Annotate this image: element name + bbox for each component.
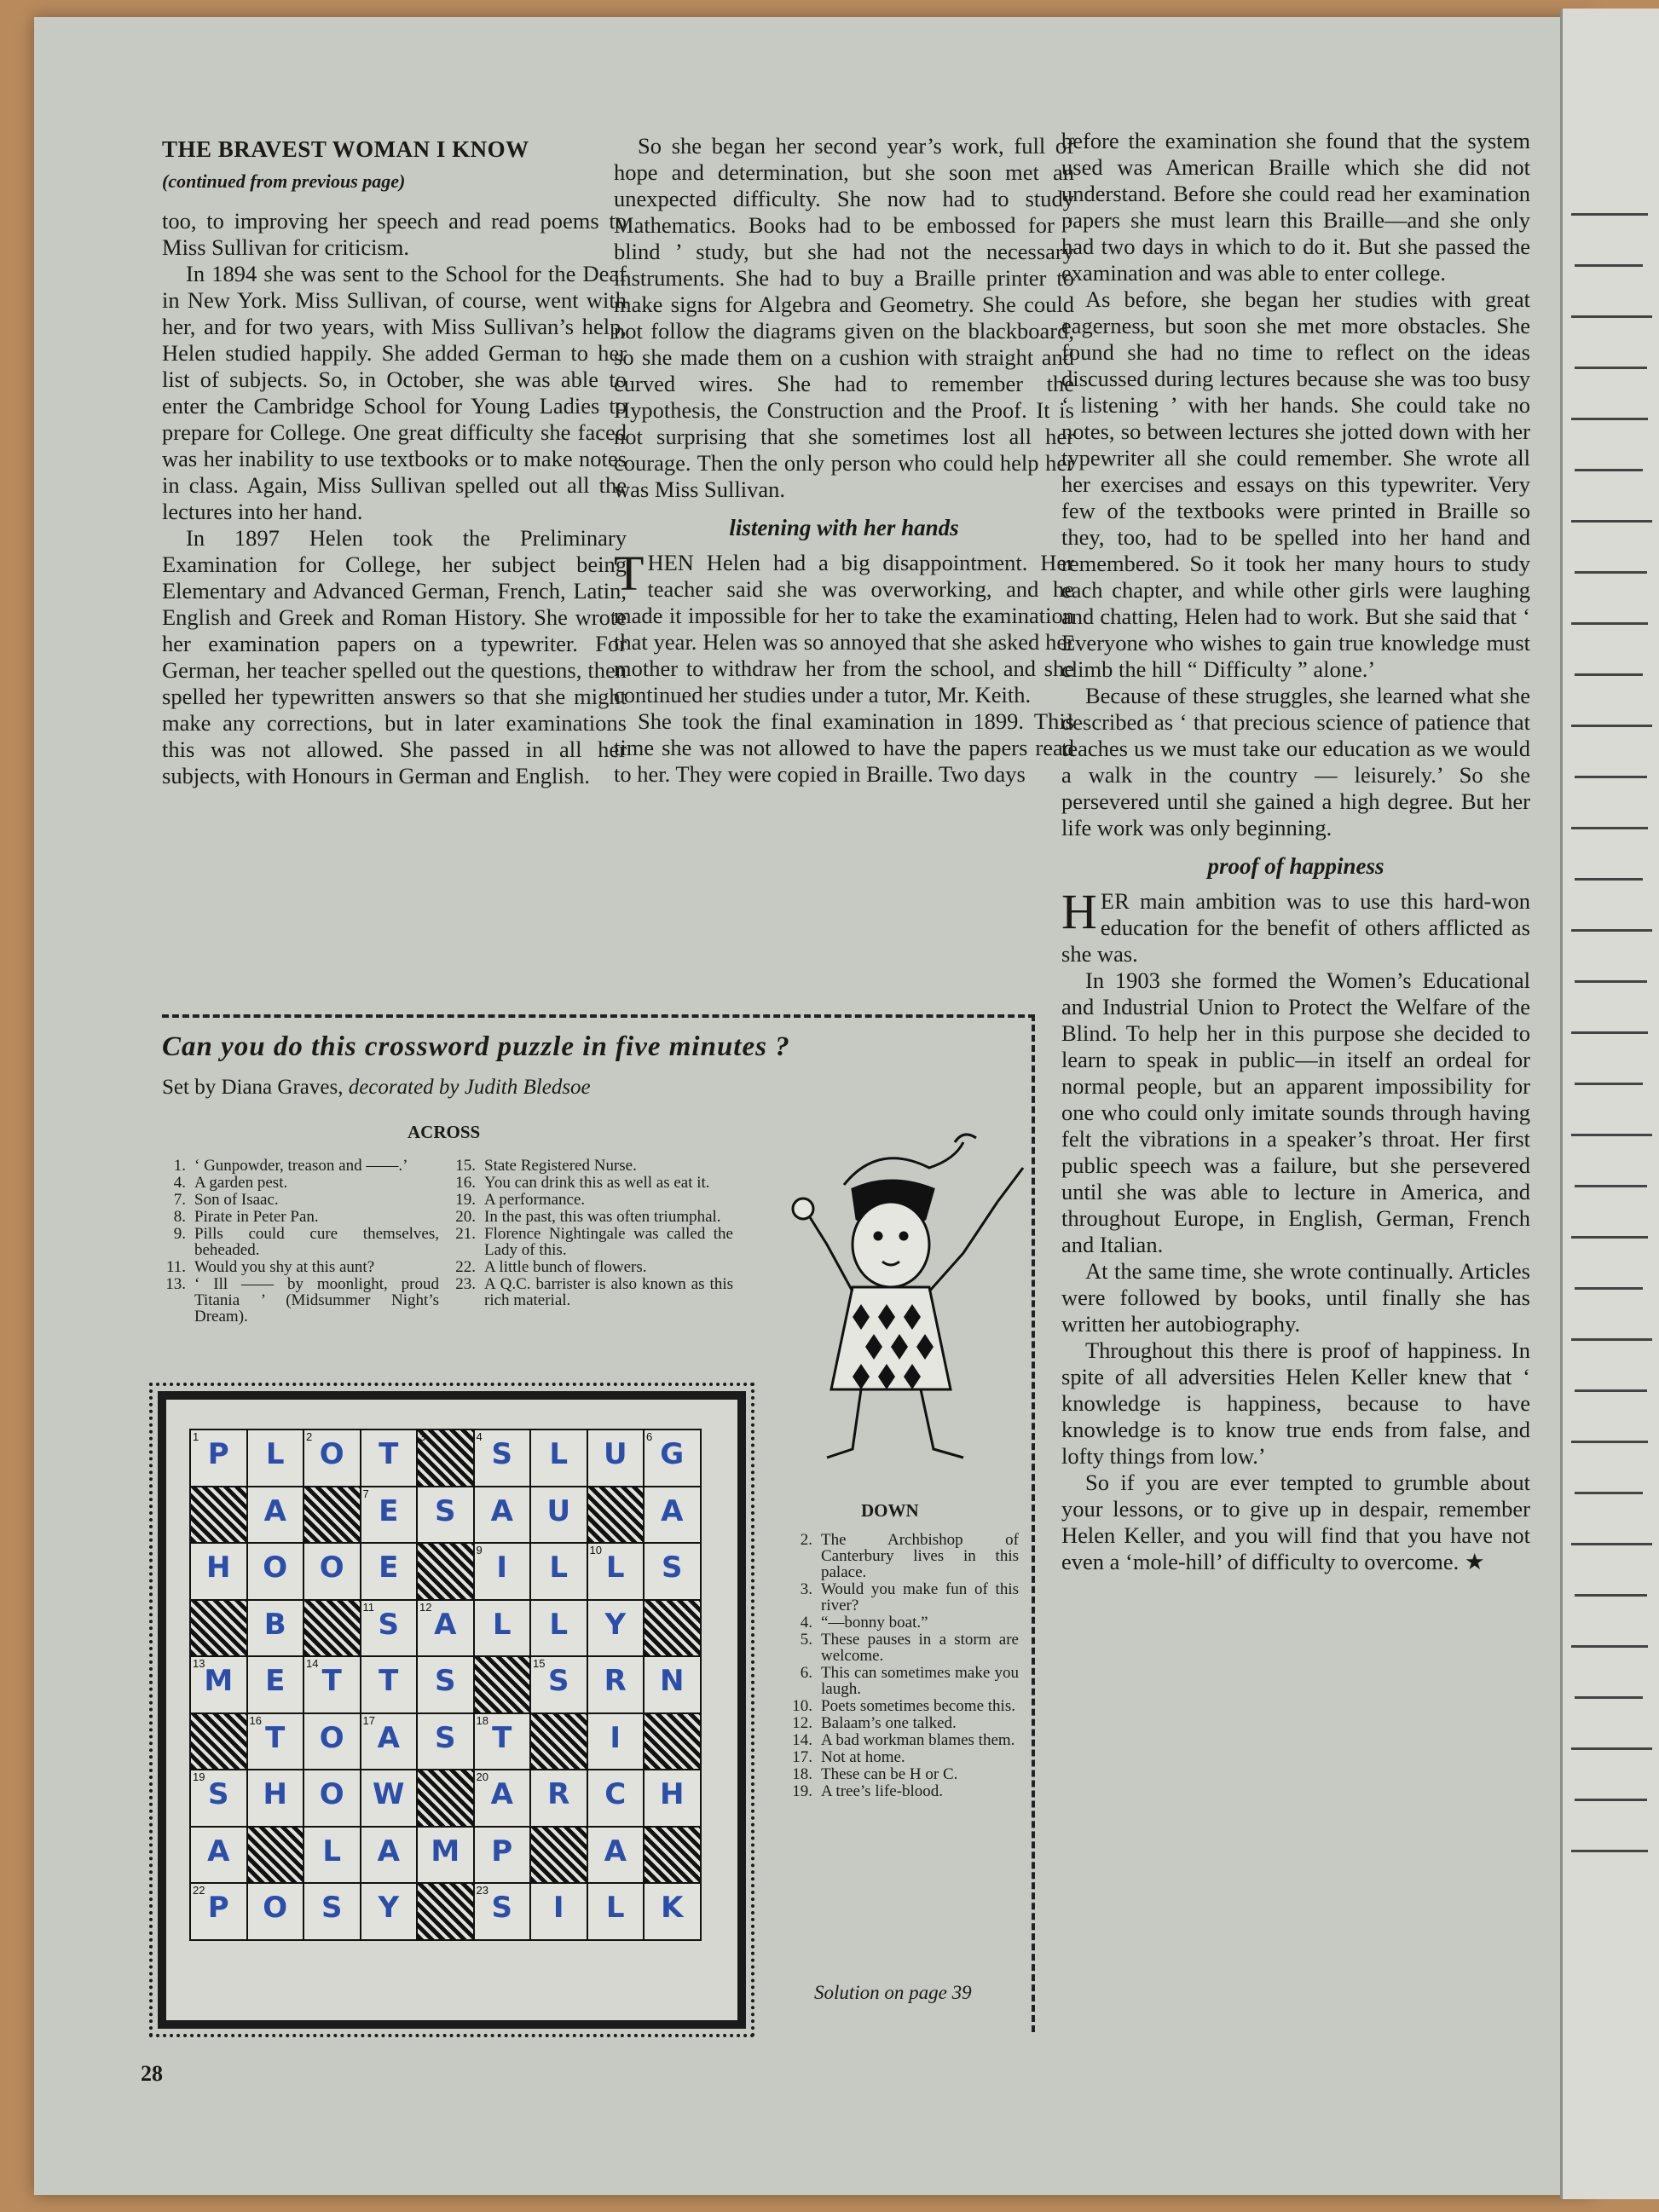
paragraph: In 1897 Helen took the Preliminary Examination for College, her subject being Elementary and Advanced German, French, Latin, English and Greek and Roman History. She wrote her examination papers on a typewriter. For German, her teacher spelled out the questions, then spelled her typewritten answers so that she might make any corrections, but in later examinations this was not allowed. She passed in all her subjects, with Honours in German and English. [162,525,627,788]
handwritten-letter: S [435,1493,456,1528]
handwritten-letter: I [552,1891,564,1925]
grid-block [248,1828,305,1885]
clue-number: 16. [455,1174,476,1192]
grid-cell[interactable] [475,1770,532,1828]
crossword-clue [780,1698,1019,1714]
cell-number: 22 [193,1884,205,1897]
clue-text: A performance. [484,1191,586,1209]
clue-number: 12. [792,1714,812,1732]
handwritten-letter: S [548,1664,569,1698]
clue-number: 13. [165,1275,186,1293]
handwritten-letter: A [207,1834,230,1868]
clue-text: Pills could cure themselves, beheaded. [194,1225,439,1259]
clue-text: Son of Isaac. [194,1191,279,1209]
cell-number: 15 [533,1657,546,1670]
handwritten-letter: S [208,1777,229,1811]
grid-cell[interactable] [588,1544,645,1601]
paragraph-text: main ambition was to use this hard-won education for the benefit of others afflicted as she was. [1061,888,1530,967]
handwritten-letter: S [491,1437,512,1471]
article-column-2 [614,133,1074,788]
grid-cell[interactable] [361,1657,419,1714]
crossword-clue [780,1581,1019,1614]
handwritten-letter: L [605,1891,625,1925]
handwritten-letter: S [435,1720,456,1755]
handwritten-letter: P [207,1891,229,1925]
grid-cell[interactable] [191,1770,248,1828]
crossword-byline [162,1076,591,1100]
clue-text: ‘ Gunpowder, treason and ——.’ [194,1157,408,1175]
grid-block [645,1714,702,1771]
clue-number: 11. [165,1258,186,1276]
grid-cell[interactable] [418,1657,475,1714]
grid-cell[interactable] [645,1544,702,1601]
handwritten-letter: A [263,1493,286,1528]
handwritten-letter: I [610,1720,621,1755]
grid-cell[interactable] [588,1828,645,1885]
solution-note: Solution on page 39 [814,1982,972,2003]
grid-block [418,1770,475,1828]
grid-cell[interactable] [588,1601,645,1658]
crossword-clue [780,1532,1019,1580]
grid-cell[interactable] [248,1430,305,1487]
handwritten-letter: L [492,1607,512,1642]
clue-text: In the past, this was often triumphal. [484,1208,721,1226]
clue-number: 7. [173,1191,186,1209]
grid-cell[interactable] [531,1430,588,1487]
crossword-clue [780,1749,1019,1765]
clue-text: You can drink this as well as eat it. [484,1174,710,1192]
cell-number: 12 [419,1600,432,1614]
grid-cell[interactable] [588,1657,645,1714]
crossword-title: Can you do this crossword puzzle in five minutes ? [162,1031,790,1062]
handwritten-letter: A [490,1493,513,1528]
clue-number: 4. [173,1174,186,1192]
down-heading: DOWN [861,1500,919,1521]
grid-cell[interactable] [304,1714,361,1771]
paragraph-dropcap [614,546,1074,708]
grid-block [191,1714,248,1771]
crossword-clue [153,1175,439,1191]
clue-text: Florence Nightingale was called the Lady of this. [484,1225,733,1259]
grid-cell[interactable] [248,1657,305,1714]
handwritten-letter: N [660,1664,685,1698]
clue-text: A tree’s life-blood. [821,1782,943,1800]
clue-number: 22. [455,1258,476,1276]
grid-block [418,1884,475,1941]
handwritten-letter: E [379,1551,399,1585]
grid-cell[interactable] [248,1601,305,1658]
cell-number: 7 [362,1487,369,1500]
handwritten-letter: R [547,1777,570,1811]
handwritten-letter: R [604,1664,627,1698]
grid-cell[interactable] [531,1770,588,1828]
grid-cell[interactable] [191,1430,248,1487]
grid-cell[interactable] [645,1657,702,1714]
crossword-clue [153,1192,439,1208]
next-page-fragment [1563,9,1659,2199]
handwritten-letter: S [662,1551,683,1585]
crossword-clue [780,1665,1019,1697]
cell-number: 14 [306,1657,319,1670]
grid-cell[interactable] [361,1770,419,1828]
grid-cell[interactable] [588,1714,645,1771]
handwritten-letter: G [660,1437,685,1471]
cell-number: 10 [589,1544,602,1556]
handwritten-letter: I [496,1551,508,1585]
paragraph-dropcap [1061,884,1530,967]
clue-text: State Registered Nurse. [484,1157,637,1175]
grid-cell[interactable] [361,1884,419,1941]
clue-number: 9. [173,1225,186,1243]
jester-illustration [750,1108,1032,1466]
clue-text: A garden pest. [194,1174,288,1192]
grid-cell[interactable] [361,1430,419,1487]
handwritten-letter: A [434,1607,457,1642]
clue-number: 19. [455,1191,476,1209]
grid-block [304,1487,361,1545]
grid-cell[interactable] [588,1770,645,1828]
grid-cell[interactable] [531,1884,588,1941]
handwritten-letter: O [319,1551,344,1585]
grid-cell[interactable] [475,1601,532,1658]
paragraph: In 1903 she formed the Women’s Educational and Industrial Union to Protect the Welfare of the Blind. To help her in this purpose she decided to learn to speak in public—in itself an ordeal for normal people, but an apparent impossibility for one who could only imitate sounds through having felt the vibrations in a speaker’s throat. Her first public speech was a failure, but she persevered until she was able to lecture in America, and throughout Europe, in English, German, French and Italian. [1061,967,1530,1257]
grid-cell[interactable] [304,1430,361,1487]
clue-text: A Q.C. barrister is also known as this rich material. [484,1275,733,1309]
crossword-clue [153,1209,439,1225]
grid-cell[interactable] [191,1544,248,1601]
cell-number: 2 [306,1430,313,1443]
clue-number: 4. [800,1614,812,1632]
grid-cell[interactable] [418,1601,475,1658]
clue-text: Would you shy at this aunt? [194,1258,375,1276]
handwritten-letter: T [379,1664,399,1698]
crossword-clue [153,1158,439,1174]
cell-number: 1 [193,1430,199,1443]
grid-cell[interactable] [645,1487,702,1545]
dropcap-continuation: ER [1100,888,1130,914]
grid-block [588,1487,645,1545]
clue-text: Not at home. [821,1748,905,1766]
grid-block [531,1828,588,1885]
clue-text: These pauses in a storm are welcome. [821,1631,1019,1665]
grid-cell[interactable] [531,1657,588,1714]
grid-cell[interactable] [361,1828,419,1885]
handwritten-letter: A [490,1777,513,1811]
cell-number: 6 [646,1430,653,1443]
handwritten-letter: T [379,1437,399,1471]
crossword-clue [780,1783,1019,1799]
handwritten-letter: O [319,1777,344,1811]
cell-number: 16 [249,1713,262,1727]
paragraph: In 1894 she was sent to the School for the Deaf in New York. Miss Sullivan, of course, went with her, and for two years, with Miss Sullivan’s help, Helen studied happily. She added German to her list of subjects. So, in October, she was able to enter the Cambridge School for Young Ladies to prepare for College. One great difficulty she faced was her inability to use textbooks or to make notes in class. Again, Miss Sullivan spelled out all the lectures into her hand. [162,261,627,524]
clue-text: Poets sometimes become this. [821,1697,1015,1715]
grid-cell[interactable] [531,1544,588,1601]
article-title: THE BRAVEST WOMAN I KNOW [162,136,529,162]
grid-cell[interactable] [418,1487,475,1545]
crossword-clue [443,1259,733,1275]
continued-note: (continued from previous page) [162,170,406,192]
handwritten-letter: Y [378,1891,400,1925]
clue-number: 23. [455,1275,476,1293]
grid-block [645,1601,702,1658]
grid-cell[interactable] [304,1884,361,1941]
grid-cell[interactable] [191,1657,248,1714]
paragraph: Because of these struggles, she learned what she described as ‘ that precious science of patience that teaches us we must take our education as we would a walk in the country — leisurely.’ So she persevered until she gained a high degree. But her life work was only beginning. [1061,683,1530,840]
grid-cell[interactable] [304,1544,361,1601]
set-by: Set by Diana Graves, [162,1076,344,1099]
crossword-clue [780,1766,1019,1782]
handwritten-letter: E [265,1664,286,1698]
clue-number: 6. [800,1664,812,1682]
clue-text: ‘ Ill —— by moonlight, proud Titania ’ (Midsummer Night’s Dream). [194,1275,439,1325]
handwritten-letter: E [379,1493,399,1528]
crossword-clue [780,1732,1019,1748]
handwritten-letter: H [660,1777,685,1811]
crossword-clue [443,1158,733,1174]
crossword-clue [153,1226,439,1258]
grid-cell[interactable] [475,1430,532,1487]
handwritten-letter: B [263,1607,286,1642]
article-column-3 [1061,128,1530,1575]
handwritten-letter: P [207,1437,229,1471]
grid-cell[interactable] [645,1770,702,1828]
grid-cell[interactable] [248,1487,305,1545]
grid-cell[interactable] [645,1430,702,1487]
handwritten-letter: A [661,1493,684,1528]
grid-block [304,1601,361,1658]
handwritten-letter: S [491,1891,512,1925]
grid-cell[interactable] [418,1714,475,1771]
clue-number: 21. [455,1225,476,1243]
grid-cell[interactable] [191,1828,248,1885]
grid-cell[interactable] [475,1487,532,1545]
down-clues [780,1532,1019,1800]
paragraph-text: Helen had a big disappointment. Her teacher said she was overworking, and he made it impossible for her to take the examination that year. Helen was so annoyed that she asked her mother to withdraw her from the school, and she continued her studies under a tutor, Mr. Keith. [614,550,1074,707]
paragraph: So if you are ever tempted to grumble about your lessons, or to give up in despair, remember Helen Keller, and you will find that you have not even a ‘mole-hill’ of difficulty to overcome. ★ [1061,1470,1530,1574]
handwritten-letter: S [378,1607,399,1642]
clue-number: 5. [800,1631,812,1649]
grid-cell[interactable] [588,1884,645,1941]
drop-cap: T [614,546,645,601]
grid-cell[interactable] [191,1884,248,1941]
handwritten-letter: O [319,1437,344,1471]
crossword-clue [443,1175,733,1191]
handwritten-letter: A [604,1834,627,1868]
clue-text: Balaam’s one talked. [821,1714,957,1732]
drop-cap: H [1061,884,1097,939]
cell-number: 3 [419,1430,426,1443]
grid-block [418,1430,475,1487]
handwritten-letter: P [491,1834,513,1868]
cell-number: 17 [362,1713,375,1727]
grid-cell[interactable] [304,1770,361,1828]
decorated-by: decorated by [348,1076,460,1099]
handwritten-letter: A [377,1720,400,1755]
grid-cell[interactable] [248,1770,305,1828]
grid-cell[interactable] [418,1828,475,1885]
cell-number: 13 [193,1657,205,1670]
crossword-clue [153,1259,439,1275]
grid-cell[interactable] [304,1657,361,1714]
subheading-proof: proof of happiness [1207,853,1384,879]
handwritten-letter: H [206,1551,231,1585]
handwritten-letter: O [263,1551,288,1585]
paragraph: At the same time, she wrote continually. Articles were followed by books, until finally she has written her autobiography. [1061,1258,1530,1337]
grid-cell[interactable] [361,1487,419,1545]
crossword-clue [443,1276,733,1308]
cell-number: 23 [476,1884,488,1897]
cell-number: 18 [476,1713,488,1727]
clue-number: 10. [792,1697,812,1715]
clue-number: 14. [792,1731,812,1749]
crossword-grid[interactable] [189,1429,702,1941]
handwritten-letter: O [319,1720,344,1755]
clue-number: 20. [455,1208,476,1226]
clue-number: 15. [455,1157,476,1175]
paragraph: She took the final examination in 1899. This time she was not allowed to have the papers read to her. They were copied in Braille. Two days [614,708,1074,787]
grid-cell[interactable] [531,1601,588,1658]
grid-cell[interactable] [248,1714,305,1771]
handwritten-letter: H [263,1777,287,1811]
across-clues-left [153,1158,439,1325]
grid-block [191,1601,248,1658]
cell-number: 9 [476,1544,483,1556]
grid-cell[interactable] [475,1828,532,1885]
handwritten-letter: T [492,1720,512,1755]
grid-cell[interactable] [475,1544,532,1601]
crossword-clue [780,1614,1019,1631]
handwritten-letter: L [605,1551,625,1585]
clue-text: These can be H or C. [821,1765,958,1783]
clue-text: A little bunch of flowers. [484,1258,647,1276]
grid-cell[interactable] [248,1544,305,1601]
handwritten-letter: T [321,1664,342,1698]
page-number: 28 [141,2061,163,2086]
grid-block [418,1544,475,1601]
dropcap-continuation: HEN [647,550,694,575]
clue-text: The Archbishop of Canterbury lives in this palace. [821,1531,1019,1581]
next-page-edge [1560,9,1659,2199]
cell-number: 19 [193,1770,205,1783]
clue-text: A bad workman blames them. [821,1731,1015,1749]
clue-text: “—bonny boat.” [821,1614,928,1632]
handwritten-letter: A [377,1834,400,1868]
crossword-clue [443,1209,733,1225]
handwritten-letter: O [263,1891,288,1925]
handwritten-letter: L [549,1551,569,1585]
clue-number: 3. [800,1580,812,1598]
crossword-clue [780,1715,1019,1731]
clue-text: Pirate in Peter Pan. [194,1208,319,1226]
crossword-clue [443,1192,733,1208]
clue-number: 8. [173,1208,186,1226]
across-heading: ACROSS [408,1122,481,1142]
paragraph: So she began her second year’s work, full of hope and determination, but she soon met an unexpected difficulty. She now had to study Mathematics. Books had to be embossed for ‘ blind ’ study, but she had not the necessary instruments. She had to buy a Braille printer to make signs for Algebra and Geometry. She could not follow the diagrams given on the blackboard, so she made them on a cushion with straight and curved wires. She had to remember the Hypothesis, the Construction and the Proof. It is not surprising that she sometimes lost all her courage. Then the only person who could help her was Miss Sullivan. [614,133,1074,502]
handwritten-letter: M [431,1834,460,1868]
grid-cell[interactable] [248,1884,305,1941]
grid-cell[interactable] [645,1884,702,1941]
paragraph: As before, she began her studies with great eagerness, but soon she met more obstacles. She found she had no time to reflect on the ideas discussed during lectures because she was too busy ‘ listening ’ with her hands. She could take no notes, so between lectures she jotted down with her typewriter all she could remember. She wrote all her exercises and essays on this typewriter. Very few of the textbooks were printed in Braille so they, too, had to be spelled into her hand and remembered. So it took her many hours to study each chapter, and while other girls were laughing and chatting, Helen had to work. But she said that ‘ Everyone who wishes to gain true knowledge must climb the hill “ Difficulty ” alone.’ [1061,286,1530,682]
grid-cell[interactable] [531,1487,588,1545]
clue-text: This can sometimes make you laugh. [821,1664,1019,1698]
handwritten-letter: W [372,1777,405,1811]
across-clues-right [443,1158,733,1309]
grid-cell[interactable] [475,1884,532,1941]
paragraph: before the examination she found that the system used was American Braille which she did not understand. Before she could read her examination papers she must learn this Braille—and she only had two days in which to do it. But she passed the examination and was able to enter college. [1061,128,1530,286]
paragraph: Throughout this there is proof of happiness. In spite of all adversities Helen Keller knew that ‘ knowledge is happiness, because to have knowledge is to know true ends from false, and lofty things from low.’ [1061,1337,1530,1469]
illustrator-name: Judith Bledsoe [464,1076,591,1099]
grid-block [531,1714,588,1771]
clue-text: Would you make fun of this river? [821,1580,1019,1614]
cell-number: 11 [362,1600,374,1614]
grid-cell[interactable] [361,1544,419,1601]
grid-cell[interactable] [588,1430,645,1487]
handwritten-letter: T [265,1720,286,1755]
grid-cell[interactable] [361,1601,419,1658]
clue-number: 2. [800,1531,812,1549]
handwritten-letter: C [604,1777,627,1811]
handwritten-letter: Y [604,1607,627,1642]
grid-cell[interactable] [304,1828,361,1885]
handwritten-letter: U [603,1437,627,1471]
subheading-listening: listening with her hands [729,515,959,540]
handwritten-letter: L [549,1437,569,1471]
grid-block [645,1828,702,1885]
cell-number: 4 [476,1430,483,1443]
clue-number: 19. [792,1782,812,1800]
grid-block [191,1487,248,1545]
cell-number: 20 [476,1770,488,1783]
clue-number: 1. [173,1157,186,1175]
grid-cell[interactable] [361,1714,419,1771]
crossword-clue [153,1276,439,1325]
handwritten-letter: S [435,1664,456,1698]
grid-block [475,1657,532,1714]
handwritten-letter: S [321,1891,343,1925]
clue-number: 17. [792,1748,812,1766]
article-column-1 [162,136,627,789]
handwritten-letter: M [204,1664,234,1698]
handwritten-letter: L [265,1437,285,1471]
crossword-clue [443,1226,733,1258]
handwritten-letter: L [322,1834,342,1868]
handwritten-letter: K [661,1891,684,1925]
crossword-clue [780,1632,1019,1664]
handwritten-letter: L [549,1607,569,1642]
grid-cell[interactable] [475,1714,532,1771]
paragraph: too, to improving her speech and read poems to Miss Sullivan for criticism. [162,208,627,260]
clue-number: 18. [792,1765,812,1783]
handwritten-letter: U [546,1493,571,1528]
